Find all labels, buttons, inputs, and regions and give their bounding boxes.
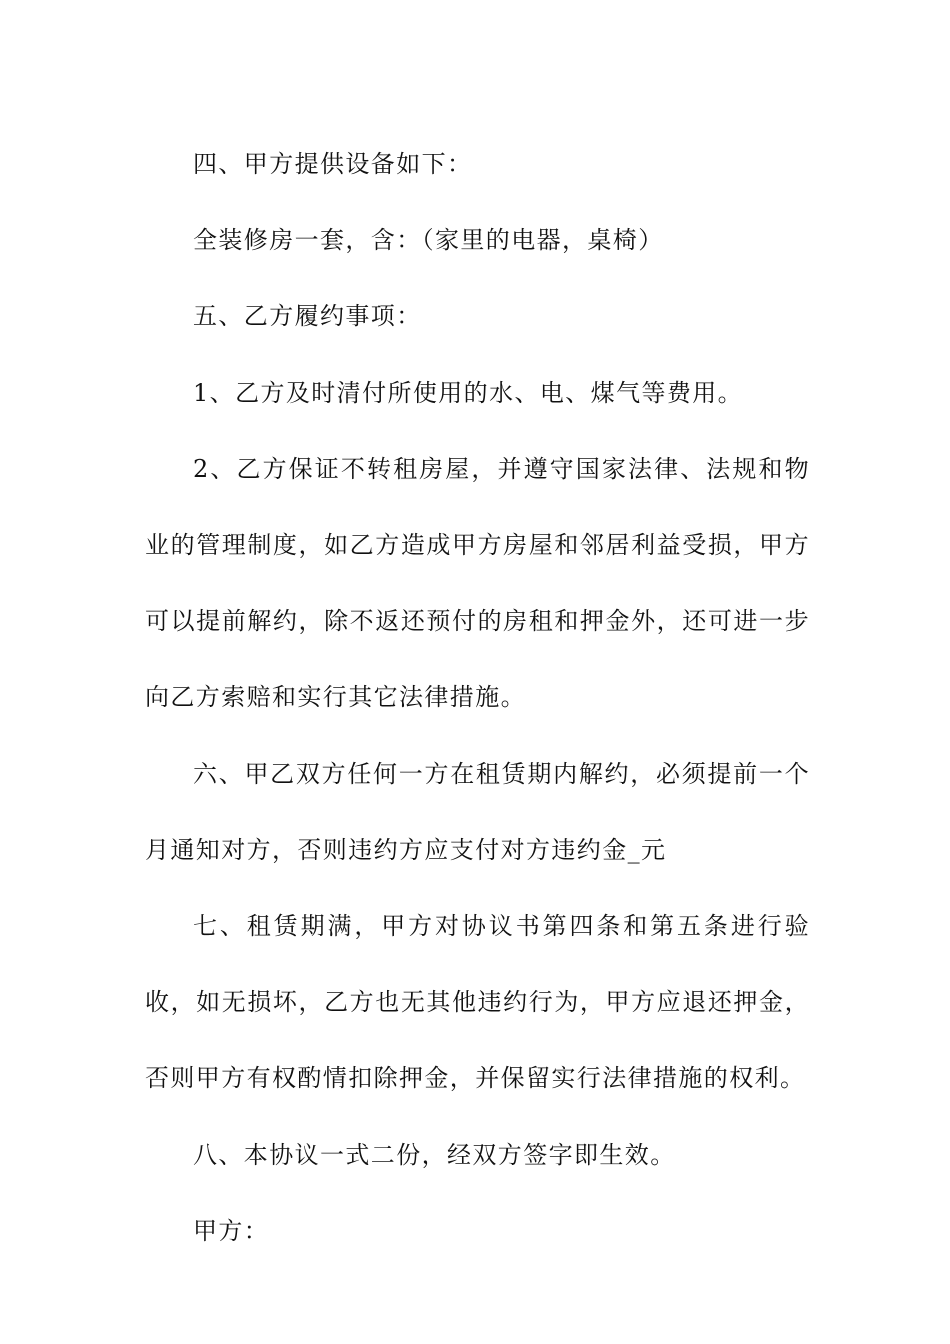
paragraph-clause-utilities: 1、乙方及时清付所使用的水、电、煤气等费用。 <box>193 378 744 407</box>
paragraph-clause-termination: 六、甲乙双方任何一方在租赁期内解约，必须提前一个月通知对方，否则违约方应支付对方违约金_元 <box>145 759 810 864</box>
paragraph-equipment-heading: 四、甲方提供设备如下： <box>193 150 473 178</box>
paragraph-clause-no-sublet: 2、乙方保证不转租房屋，并遵守国家法律、法规和物业的管理制度，如乙方造成甲方房屋和邻居利益受损，甲方可以提前解约，除不返还预付的房租和押金外，还可进一步向乙方索赔和实行其它法律措施。 <box>145 454 810 712</box>
paragraph-tenant-obligations-heading: 五、乙方履约事项： <box>193 302 422 331</box>
paragraph-party-a-signature: 甲方： <box>193 1216 270 1245</box>
paragraph-clause-inspection: 七、租赁期满，甲方对协议书第四条和第五条进行验收，如无损坏，乙方也无其他违约行为，甲方应退还押金，否则甲方有权酌情扣除押金，并保留实行法律措施的权利。 <box>145 912 810 1093</box>
document-body <box>145 126 810 1269</box>
paragraph-equipment-list: 全装修房一套，含：（家里的电器，桌椅） <box>193 226 664 255</box>
paragraph-clause-copies: 八、本协议一式二份，经双方签字即生效。 <box>193 1140 676 1169</box>
